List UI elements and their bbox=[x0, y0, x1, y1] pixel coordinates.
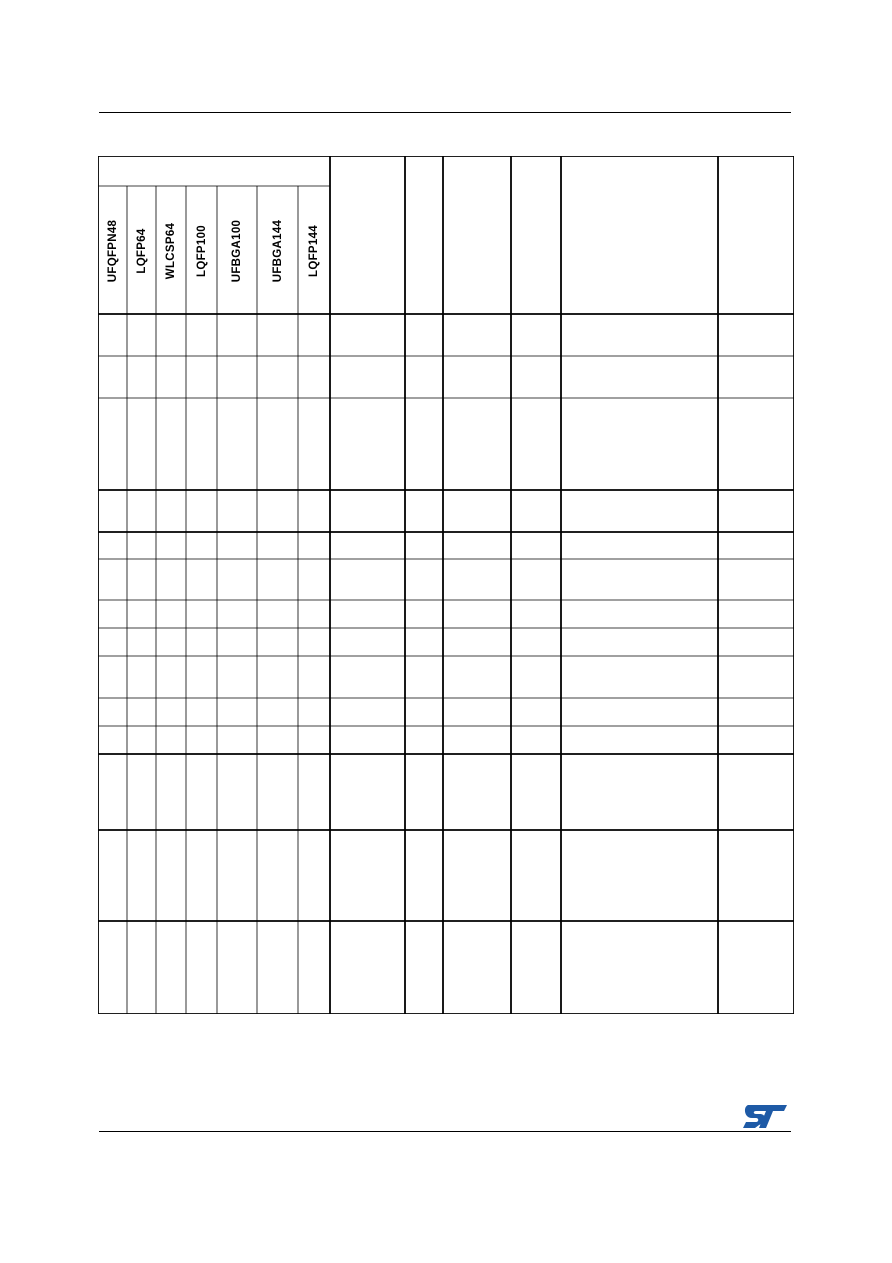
st-logo-icon bbox=[742, 1103, 788, 1129]
package-header-lqfp144: LQFP144 bbox=[308, 225, 320, 277]
table-grid bbox=[98, 156, 794, 1014]
pinout-table bbox=[98, 156, 794, 1014]
header-rule bbox=[99, 112, 791, 113]
package-header-ufbga100: UFBGA100 bbox=[231, 219, 243, 283]
package-header-lqfp64: LQFP64 bbox=[135, 228, 148, 274]
package-header-ufqfpn48: UFQFPN48 bbox=[106, 219, 119, 283]
package-header-lqfp100: LQFP100 bbox=[195, 225, 208, 277]
package-header-wlcsp64: WLCSP64 bbox=[165, 222, 177, 280]
package-header-ufbga144: UFBGA144 bbox=[271, 219, 284, 283]
footer-rule bbox=[99, 1131, 791, 1132]
